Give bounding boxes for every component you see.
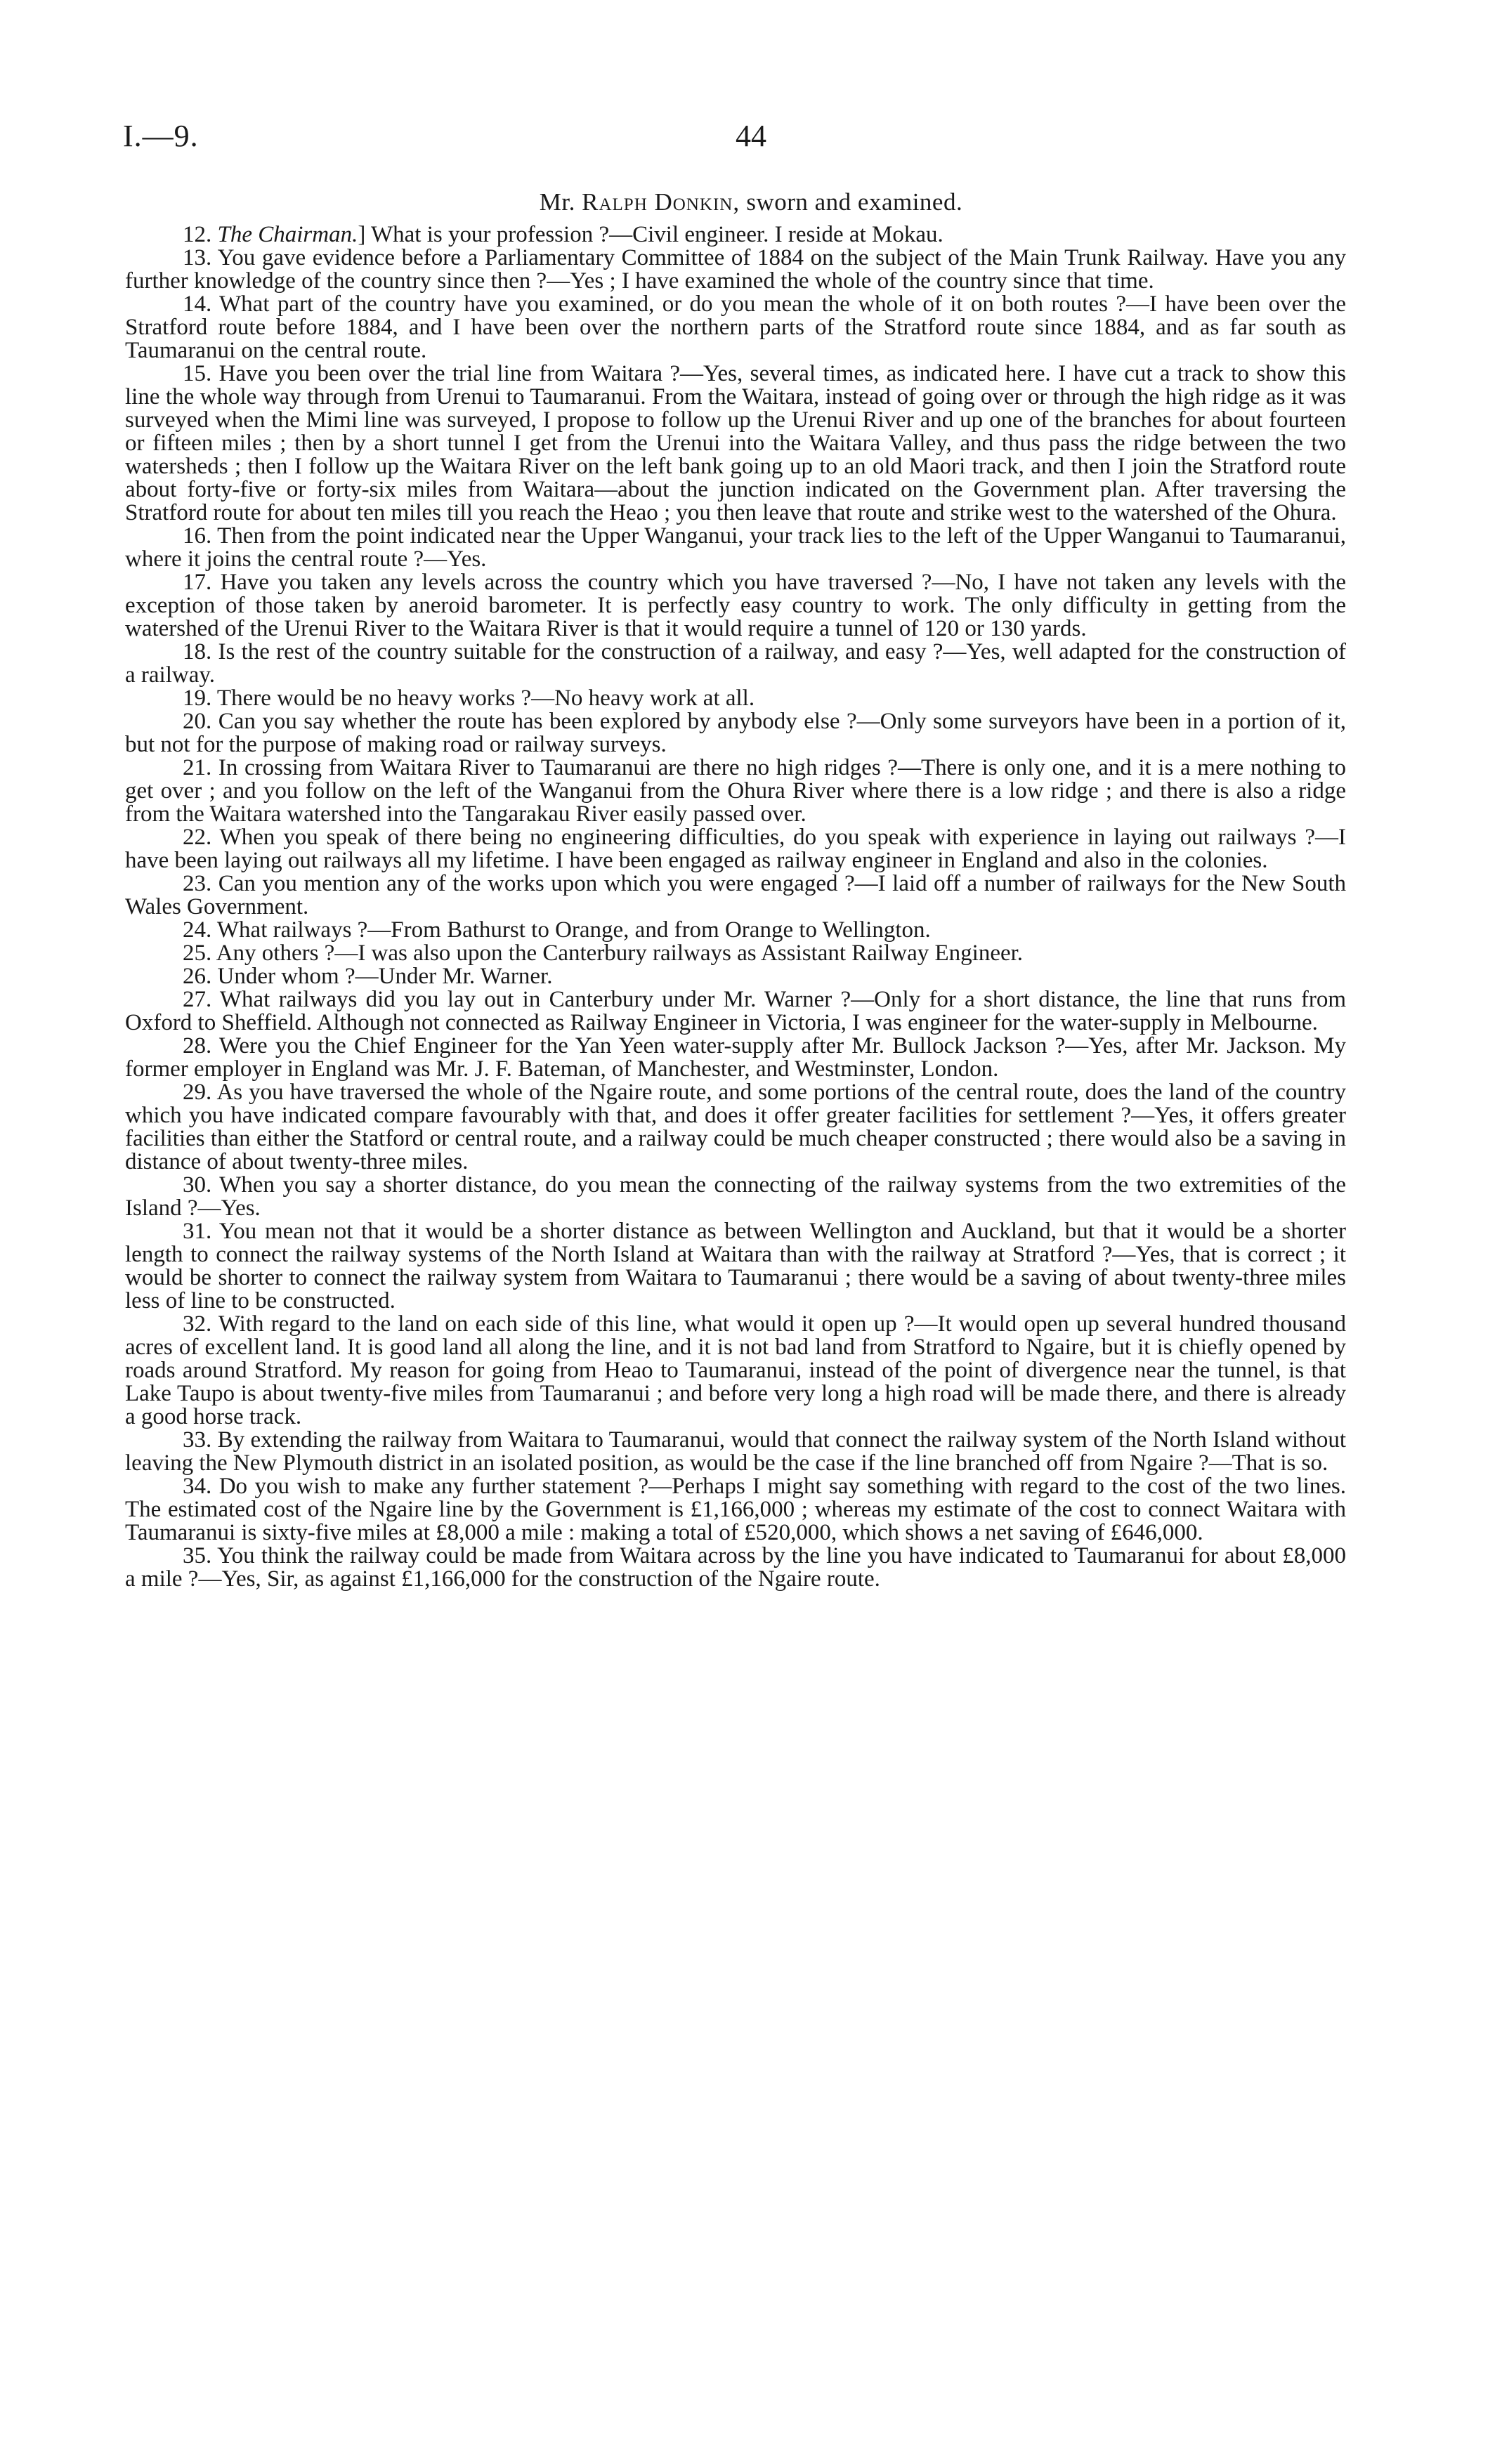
question-number: 17. <box>183 570 212 595</box>
testimony-paragraph <box>125 1429 1346 1475</box>
question-number: 21. <box>183 755 212 780</box>
paragraph-text: Under whom ?—Under Mr. Warner. <box>217 964 553 989</box>
testimony-paragraph <box>125 710 1346 756</box>
paragraph-text: With regard to the land on each side of this line, what would it open up ?—It would open up several hundred thousand acres of excellent land. It is good land all along the line, and it is not bad land from Stratford to Ngaire, but it is chiefly opened by roads around Stratford. My reason for going from Heao to Taumaranui, instead of the point of divergence near the tunnel, is that Lake Taupo is about twenty-five miles from Taumaranui ; and before very long a high road will be made there, and there is already a good horse track. <box>125 1311 1346 1429</box>
witness-heading <box>123 188 1379 216</box>
testimony-paragraph <box>125 965 1346 988</box>
testimony-paragraph <box>125 756 1346 826</box>
testimony-paragraph <box>125 919 1346 942</box>
witness-name: Ralph Donkin, <box>582 188 740 216</box>
question-number: 26. <box>183 964 212 989</box>
paragraph-text: Any others ?—I was also upon the Canterbury railways as Assistant Railway Engineer. <box>216 941 1024 966</box>
testimony-paragraph <box>125 826 1346 872</box>
paragraph-text: Do you wish to make any further statement ?—Perhaps I might say something with regard to the cost of the two lines. The estimated cost of the Ngaire line by the Government is £1,166,000 ; whereas my estimate of the cost to connect Waitara with Taumaranui is sixty-five miles at £8,000 a mile : making a total of £520,000, which shows a net saving of £646,000. <box>125 1474 1347 1545</box>
question-number: 23. <box>183 871 212 896</box>
testimony-paragraph <box>125 1475 1346 1545</box>
question-number: 19. <box>183 686 212 711</box>
question-number: 13. <box>183 245 212 270</box>
paragraph-text: Have you been over the trial line from Waitara ?—Yes, several times, as indicated here. I have cut a track to show this line the whole way through from Urenui to Taumaranui. From the Waitara, instead of going over or through the high ridge as it was surveyed when the Mimi line was surveyed, I propose to follow up the Urenui River and up one of the branches for about fourteen or fifteen miles ; then by a short tunnel I get from the Urenui into the Waitara Valley, and thus pass the ridge between the two watersheds ; then I follow up the Waitara River on the left bank going up to an old Maori track, and then I join the Stratford route about forty-five or forty-six miles from Waitara—about the junction indicated on the Government plan. After traversing the Stratford route for about ten miles till you reach the Heao ; you then leave that route and strike west to the watershed of the Ohura. <box>125 361 1347 525</box>
testimony-paragraph <box>125 1545 1346 1591</box>
question-number: 31. <box>183 1219 212 1244</box>
paragraph-text: Have you taken any levels across the country which you have traversed ?—No, I have not taken any levels with the exception of those taken by aneroid barometer. It is perfectly easy country to work. The only difficulty in getting from the watershed of the Urenui River to the Waitara River is that it would require a tunnel of 120 or 130 yards. <box>125 570 1346 641</box>
paragraph-text: When you say a shorter distance, do you mean the connecting of the railway systems from the two extremities of the Island ?—Yes. <box>125 1172 1346 1221</box>
paragraph-text: Can you say whether the route has been explored by anybody else ?—Only some surveyors have been in a portion of it, but not for the purpose of making road or railway surveys. <box>125 709 1346 757</box>
paragraph-text: There would be no heavy works ?—No heavy work at all. <box>216 686 755 711</box>
paper-reference: I.—9. <box>123 119 199 153</box>
question-number: 15. <box>183 361 212 386</box>
page-header <box>123 118 1379 160</box>
testimony-paragraph <box>125 872 1346 919</box>
question-number: 30. <box>183 1172 212 1198</box>
question-number: 20. <box>183 709 212 734</box>
testimony-paragraph <box>125 942 1346 965</box>
testimony-body <box>125 223 1346 1591</box>
paragraph-text: ] What is your profession ?—Civil engineer. I reside at Mokau. <box>358 222 943 247</box>
testimony-paragraph <box>125 362 1346 525</box>
question-number: 34. <box>183 1474 212 1499</box>
witness-prefix: Mr. <box>539 188 575 216</box>
question-number: 24. <box>183 917 212 943</box>
testimony-paragraph <box>125 525 1346 571</box>
paragraph-text: In crossing from Waitara River to Taumaranui are there no high ridges ?—There is only one, and it is a mere nothing to get over ; and you follow on the left of the Wanganui from the Ohura River where there is a low ridge ; and there is also a ridge from the Waitara watershed into the Tangarakau River easily passed over. <box>125 755 1347 827</box>
paragraph-text: Is the rest of the country suitable for the construction of a railway, and easy ?—Yes, well adapted for the construction of a railway. <box>125 639 1347 688</box>
question-number: 28. <box>183 1033 212 1059</box>
testimony-paragraph <box>125 687 1346 710</box>
question-number: 14. <box>183 291 212 317</box>
question-number: 32. <box>183 1311 212 1337</box>
testimony-paragraph <box>125 1035 1346 1081</box>
page-number: 44 <box>736 119 766 153</box>
testimony-paragraph <box>125 1220 1346 1313</box>
question-number: 22. <box>183 825 212 850</box>
paragraph-text: What part of the country have you examined, or do you mean the whole of it on both routes ?—I have been over the Stratford route before 1884, and I have been over the northern parts of the Stratford route since 1884, and as far south as Taumaranui on the central route. <box>125 291 1346 363</box>
paragraph-text: Then from the point indicated near the Upper Wanganui, your track lies to the left of the Upper Wanganui to Taumaranui, where it joins the central route ?—Yes. <box>125 523 1346 572</box>
testimony-paragraph <box>125 293 1346 362</box>
paragraph-text: What railways ?—From Bathurst to Orange, and from Orange to Wellington. <box>216 917 931 943</box>
testimony-paragraph <box>125 641 1346 687</box>
paragraph-text: You mean not that it would be a shorter distance as between Wellington and Auckland, but that it would be a shorter length to connect the railway systems of the North Island at Waitara than with the railway at Stratford ?—Yes, that is correct ; it would be shorter to connect the railway system from Waitara to Taumaranui ; there would be a saving of about twenty-three miles less of line to be constructed. <box>125 1219 1347 1313</box>
speaker-name: The Chairman. <box>217 222 358 247</box>
testimony-paragraph <box>125 1081 1346 1174</box>
testimony-paragraph <box>125 1313 1346 1429</box>
question-number: 33. <box>183 1427 212 1453</box>
question-number: 16. <box>183 523 212 549</box>
question-number: 12. <box>183 222 212 247</box>
question-number: 25. <box>183 941 212 966</box>
paragraph-text: You think the railway could be made from Waitara across by the line you have indicated to Taumaranui for about £8,000 a mile ?—Yes, Sir, as against £1,166,000 for the construction of the Ngaire route. <box>125 1543 1346 1592</box>
question-number: 29. <box>183 1080 212 1105</box>
paragraph-text: What railways did you lay out in Canterbury under Mr. Warner ?—Only for a short distance, the line that runs from Oxford to Sheffield. Although not connected as Railway Engineer in Victoria, I was engineer for the water-supply in Melbourne. <box>125 987 1346 1035</box>
testimony-paragraph <box>125 571 1346 641</box>
testimony-paragraph <box>125 247 1346 293</box>
testimony-paragraph <box>125 988 1346 1035</box>
witness-suffix: sworn and examined. <box>746 188 963 216</box>
question-number: 18. <box>183 639 212 664</box>
testimony-paragraph <box>125 1174 1346 1220</box>
question-number: 27. <box>183 987 212 1012</box>
paragraph-text: By extending the railway from Waitara to Taumaranui, would that connect the railway system of the North Island without leaving the New Plymouth district in an isolated position, as would be the case if the line branched off from Ngaire ?—That is so. <box>125 1427 1347 1476</box>
paragraph-text: Can you mention any of the works upon which you were engaged ?—I laid off a number of railways for the New South Wales Government. <box>125 871 1346 919</box>
testimony-paragraph <box>125 223 1346 247</box>
paragraph-text: You gave evidence before a Parliamentary Committee of 1884 on the subject of the Main Trunk Railway. Have you any further knowledge of the country since then ?—Yes ; I have examined the whole of the country since that time. <box>125 245 1346 294</box>
question-number: 35. <box>183 1543 212 1568</box>
paragraph-text: As you have traversed the whole of the Ngaire route, and some portions of the central route, does the land of the country which you have indicated compare favourably with that, and does it offer greater facilities for settlement ?—Yes, it offers greater facilities than either the Statford or central route, and a railway could be much cheaper constructed ; there would also be a saving in distance of about twenty-three miles. <box>125 1080 1346 1174</box>
paragraph-text: Were you the Chief Engineer for the Yan Yeen water-supply after Mr. Bullock Jackson ?—Yes, after Mr. Jackson. My former employer in England was Mr. J. F. Bateman, of Manchester, and Westminster, London. <box>125 1033 1346 1082</box>
paragraph-text: When you speak of there being no engineering difficulties, do you speak with experience in laying out railways ?—I have been laying out railways all my lifetime. I have been engaged as railway engineer in England and also in the colonies. <box>125 825 1347 873</box>
